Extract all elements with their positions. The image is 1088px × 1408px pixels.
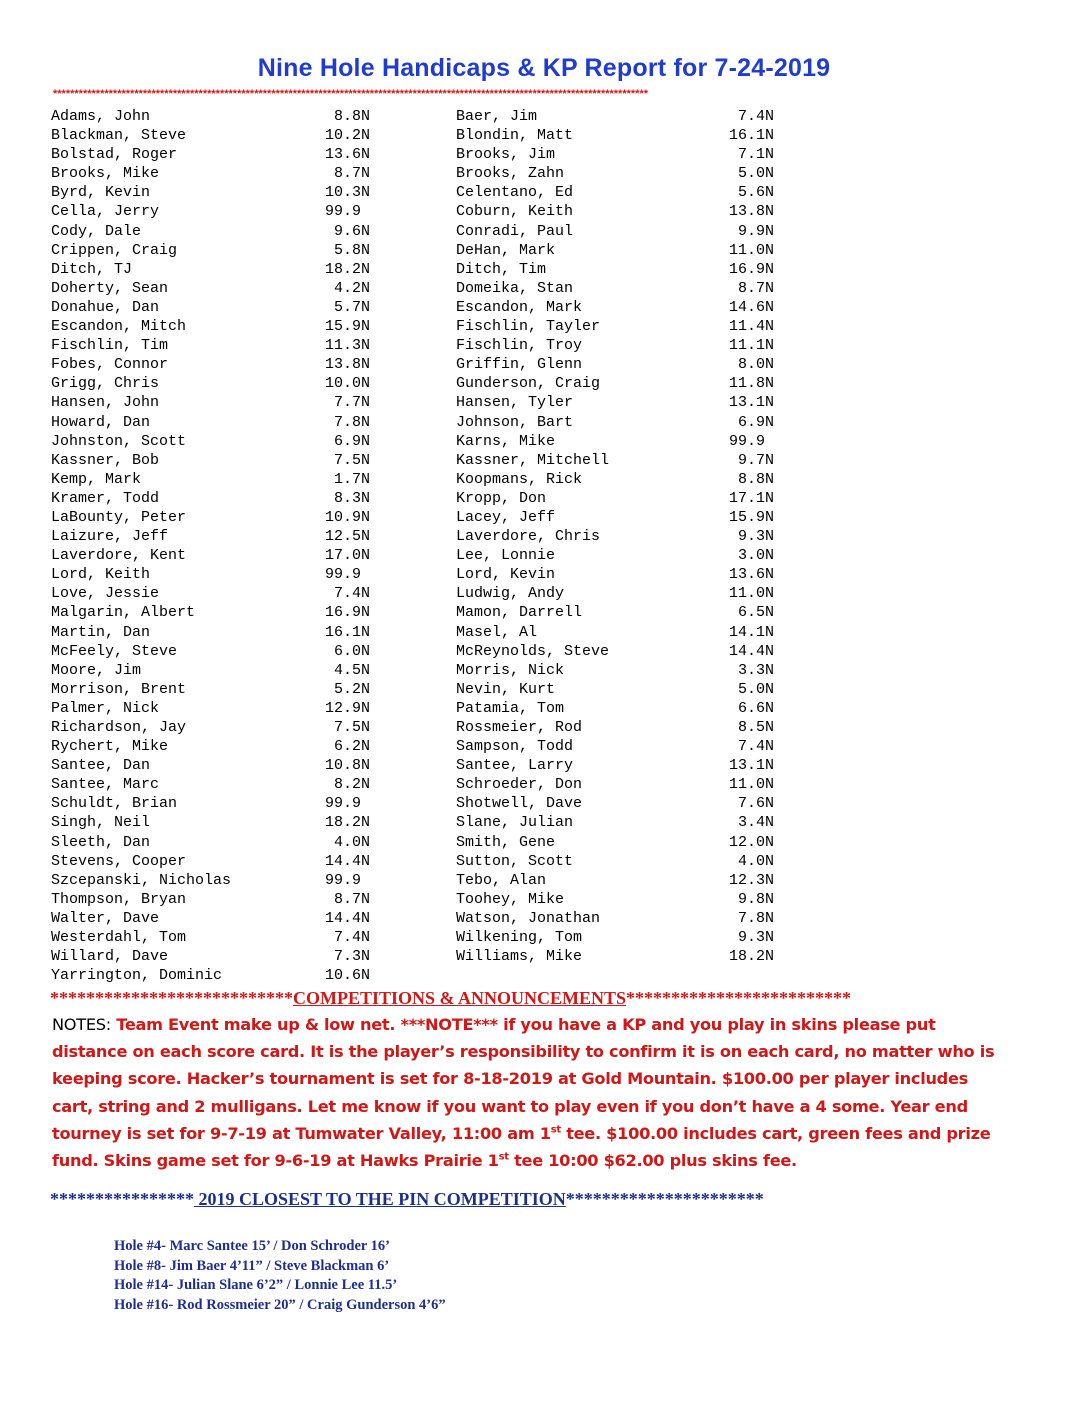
player-name: Laverdore, Chris	[456, 528, 601, 546]
player-handicap: 13.1N	[729, 757, 775, 775]
player-handicap: 17.0N	[325, 547, 371, 565]
player-handicap: 5.0N	[738, 680, 775, 698]
player-handicap: 7.4N	[738, 108, 775, 125]
player-handicap: 3.0N	[738, 547, 775, 565]
player-handicap: 13.8N	[325, 356, 371, 374]
player-name: Kassner, Mitchell	[456, 451, 610, 469]
player-handicap: 4.2N	[334, 279, 371, 297]
player-handicap: 16.9N	[325, 604, 371, 622]
player-name: Hansen, John	[51, 394, 160, 412]
player-name: Brooks, Jim	[456, 146, 556, 164]
player-name: Laverdore, Kent	[51, 547, 187, 565]
player-handicap: 6.9N	[738, 413, 775, 431]
player-handicap: 9.6N	[334, 222, 371, 240]
player-name: Santee, Marc	[51, 776, 160, 794]
player-handicap: 8.0N	[738, 356, 775, 374]
player-name: Malgarin, Albert	[51, 604, 196, 622]
player-handicap: 3.4N	[738, 814, 775, 832]
player-handicap: 16.1N	[729, 127, 775, 145]
player-name: Lord, Keith	[51, 566, 151, 584]
competitions-stars-left: ***************************	[50, 988, 293, 1008]
player-handicap: 1.7N	[334, 470, 371, 488]
player-name: Blondin, Matt	[456, 127, 574, 145]
player-name: Morrison, Brent	[51, 680, 187, 698]
player-handicap: 8.3N	[334, 489, 371, 507]
player-handicap: 99.9	[325, 795, 362, 813]
competitions-heading-text: COMPETITIONS & ANNOUNCEMENTS	[293, 988, 627, 1008]
player-handicap: 9.9N	[738, 222, 775, 240]
competitions-heading	[50, 988, 1010, 1009]
kp-heading-text: 2019 CLOSEST TO THE PIN COMPETITION	[194, 1189, 566, 1209]
player-name: Tebo, Alan	[456, 871, 547, 889]
notes-text-1: Team Event make up & low net. ***NOTE*** if you have a KP and you play in skins please put distance on each score card. It is the player’s responsibility to confirm it is on each card, no matter who is keeping score. Hacker’s tournament is set for 8-18-2019 at Gold Mountain. $100.00 per player includes cart, string and 2 mulligans. Let me know if you want to play even if you don’t have a 4 some. Year end tourney is set for 9-7-19 at Tumwater Valley, 11:00 am 1	[52, 1015, 995, 1143]
player-name: Ditch, Tim	[456, 260, 547, 278]
player-name: Love, Jessie	[51, 585, 160, 603]
player-name: Bolstad, Roger	[51, 146, 178, 164]
player-handicap: 16.9N	[729, 260, 775, 278]
player-name: Fischlin, Tayler	[456, 318, 601, 336]
player-handicap: 11.4N	[729, 318, 775, 336]
player-name: Fobes, Connor	[51, 356, 169, 374]
player-name: DeHan, Mark	[456, 241, 556, 259]
player-handicap: 8.7N	[334, 890, 371, 908]
player-name: Kassner, Bob	[51, 451, 160, 469]
player-handicap: 7.6N	[738, 795, 775, 813]
competitions-stars-right: *************************	[626, 988, 852, 1008]
kp-results-list	[114, 1237, 446, 1315]
player-handicap: 11.0N	[729, 241, 775, 259]
player-name: Gunderson, Craig	[456, 375, 601, 393]
kp-hole-14: Hole #14- Julian Slane 6’2” / Lonnie Lee 11.5’	[114, 1277, 398, 1293]
player-name: Johnston, Scott	[51, 432, 187, 450]
player-handicap: 99.9	[729, 432, 766, 450]
player-handicap: 5.7N	[334, 298, 371, 316]
player-handicap: 8.5N	[738, 719, 775, 736]
notes-text-3: tee 10:00 $62.00 plus skins fee.	[508, 1151, 797, 1171]
player-name: Westerdahl, Tom	[51, 929, 187, 947]
notes-sup-2: st	[498, 1151, 509, 1163]
player-handicap: 99.9	[325, 566, 362, 584]
player-handicap: 10.6N	[325, 967, 371, 985]
player-name: Smith, Gene	[456, 833, 556, 851]
player-name: Blackman, Steve	[51, 127, 187, 145]
player-handicap: 8.7N	[334, 165, 371, 183]
player-name: Williams, Mike	[456, 948, 583, 966]
player-handicap: 7.4N	[334, 929, 371, 947]
player-name: Nevin, Kurt	[456, 680, 556, 698]
player-name: Szcepanski, Nicholas	[51, 871, 232, 889]
player-handicap: 4.5N	[334, 661, 371, 679]
kp-stars-left: ****************	[50, 1189, 194, 1209]
player-name: Lee, Lonnie	[456, 547, 556, 565]
player-name: Schroeder, Don	[456, 776, 583, 794]
player-handicap: 6.9N	[334, 432, 371, 450]
player-handicap: 14.4N	[729, 642, 775, 660]
player-name: Kramer, Todd	[51, 489, 160, 507]
player-name: McReynolds, Steve	[456, 642, 610, 660]
player-name: Lacey, Jeff	[456, 508, 556, 526]
player-handicap: 10.0N	[325, 375, 371, 393]
player-name: Rossmeier, Rod	[456, 719, 583, 736]
player-name: Toohey, Mike	[456, 890, 565, 908]
player-name: Howard, Dan	[51, 413, 151, 431]
player-handicap: 7.5N	[334, 719, 371, 736]
player-name: Ditch, TJ	[51, 260, 133, 278]
notes-label: NOTES:	[52, 1015, 111, 1034]
player-name: Schuldt, Brian	[51, 795, 178, 813]
player-name: Fischlin, Tim	[51, 337, 169, 355]
player-handicap: 4.0N	[334, 833, 371, 851]
player-handicap: 14.6N	[729, 298, 775, 316]
player-name: Slane, Julian	[456, 814, 574, 832]
player-handicap: 8.8N	[738, 470, 775, 488]
player-handicap: 5.0N	[738, 165, 775, 183]
player-name: Escandon, Mitch	[51, 318, 187, 336]
player-handicap: 13.1N	[729, 394, 775, 412]
player-handicap: 12.5N	[325, 528, 371, 546]
player-handicap: 8.2N	[334, 776, 371, 794]
player-handicap: 10.3N	[325, 184, 371, 202]
player-name: Laizure, Jeff	[51, 528, 169, 546]
player-name: Hansen, Tyler	[456, 394, 574, 412]
player-name: Crippen, Craig	[51, 241, 178, 259]
player-handicap: 8.8N	[334, 108, 371, 125]
player-name: Sutton, Scott	[456, 852, 574, 870]
player-handicap: 5.2N	[334, 680, 371, 698]
player-name: McFeely, Steve	[51, 642, 178, 660]
player-handicap: 7.1N	[738, 146, 775, 164]
player-handicap: 6.5N	[738, 604, 775, 622]
player-handicap: 12.0N	[729, 833, 775, 851]
player-name: Rychert, Mike	[51, 738, 169, 756]
player-name: Santee, Dan	[51, 757, 151, 775]
player-name: Baer, Jim	[456, 108, 538, 125]
kp-stars-right: **********************	[565, 1189, 764, 1209]
player-name: Johnson, Bart	[456, 413, 574, 431]
player-name: Karns, Mike	[456, 432, 556, 450]
player-name: Santee, Larry	[456, 757, 574, 775]
player-handicap: 10.9N	[325, 508, 371, 526]
player-name: Ludwig, Andy	[456, 585, 565, 603]
player-name: Lord, Kevin	[456, 566, 556, 584]
player-handicap: 5.6N	[738, 184, 775, 202]
player-name: Moore, Jim	[51, 661, 142, 679]
player-handicap: 12.3N	[729, 871, 775, 889]
player-handicap: 5.8N	[334, 241, 371, 259]
player-name: Domeika, Stan	[456, 279, 574, 297]
player-handicap: 15.9N	[325, 318, 371, 336]
player-handicap: 12.9N	[325, 699, 371, 717]
player-name: Mamon, Darrell	[456, 604, 583, 622]
player-name: Thompson, Bryan	[51, 890, 187, 908]
player-handicap: 7.8N	[334, 413, 371, 431]
player-name: Palmer, Nick	[51, 699, 160, 717]
player-handicap: 4.0N	[738, 852, 775, 870]
player-name: Watson, Jonathan	[456, 909, 601, 927]
player-handicap: 14.4N	[325, 909, 371, 927]
player-handicap: 13.6N	[325, 146, 371, 164]
player-handicap: 18.2N	[729, 948, 775, 966]
player-handicap: 10.8N	[325, 757, 371, 775]
player-handicap: 7.4N	[738, 738, 775, 756]
player-name: Kemp, Mark	[51, 470, 142, 488]
kp-hole-4: Hole #4- Marc Santee 15’ / Don Schroder 16’	[114, 1238, 391, 1254]
player-name: Coburn, Keith	[456, 203, 574, 221]
player-name: Wilkening, Tom	[456, 929, 583, 947]
kp-hole-16: Hole #16- Rod Rossmeier 20” / Craig Gunderson 4’6”	[114, 1296, 446, 1313]
player-name: LaBounty, Peter	[51, 508, 187, 526]
player-name: Walter, Dave	[51, 909, 160, 927]
player-handicap: 3.3N	[738, 661, 775, 679]
player-handicap: 7.3N	[334, 948, 371, 966]
player-name: Cella, Jerry	[51, 203, 160, 221]
player-handicap: 6.0N	[334, 642, 371, 660]
player-name: Shotwell, Dave	[456, 795, 583, 813]
player-handicap: 7.8N	[738, 909, 775, 927]
player-name: Singh, Neil	[51, 814, 151, 832]
player-handicap: 99.9	[325, 203, 362, 221]
player-handicap: 7.4N	[334, 585, 371, 603]
player-handicap: 11.8N	[729, 375, 775, 393]
player-handicap: 9.7N	[738, 451, 775, 469]
report-title: Nine Hole Handicaps & KP Report for 7-24-2019	[257, 54, 831, 82]
player-handicap: 99.9	[325, 871, 362, 889]
player-name: Griffin, Glenn	[456, 356, 583, 374]
player-handicap: 13.8N	[729, 203, 775, 221]
player-name: Masel, Al	[456, 623, 538, 641]
player-name: Sleeth, Dan	[51, 833, 151, 851]
player-name: Celentano, Ed	[456, 184, 574, 202]
player-name: Fischlin, Troy	[456, 337, 583, 355]
player-handicap: 10.2N	[325, 127, 371, 145]
player-name: Byrd, Kevin	[51, 184, 151, 202]
player-name: Stevens, Cooper	[51, 852, 187, 870]
player-name: Koopmans, Rick	[456, 470, 583, 488]
player-handicap: 9.8N	[738, 890, 775, 908]
player-handicap: 16.1N	[325, 623, 371, 641]
player-handicap: 6.6N	[738, 699, 775, 717]
player-name: Martin, Dan	[51, 623, 151, 641]
player-handicap: 11.1N	[729, 337, 775, 355]
player-handicap: 18.2N	[325, 260, 371, 278]
player-name: Grigg, Chris	[51, 375, 160, 393]
player-name: Richardson, Jay	[51, 719, 187, 736]
player-handicap: 11.3N	[325, 337, 371, 355]
player-name: Sampson, Todd	[456, 738, 574, 756]
player-name: Brooks, Zahn	[456, 165, 565, 183]
player-handicap: 14.1N	[729, 623, 775, 641]
player-name: Donahue, Dan	[51, 298, 160, 316]
notes-text-2: tee. $100.00 includes cart, green fees and prize fund. Skins game set for 9-6-19 at Hawks Prairie 1	[52, 1123, 991, 1171]
player-handicap: 15.9N	[729, 508, 775, 526]
player-handicap: 8.7N	[738, 279, 775, 297]
player-handicap: 6.2N	[334, 738, 371, 756]
player-handicap: 7.7N	[334, 394, 371, 412]
player-name: Cody, Dale	[51, 222, 142, 240]
player-name: Patamia, Tom	[456, 699, 565, 717]
player-name: Conradi, Paul	[456, 222, 574, 240]
player-name: Adams, John	[51, 108, 151, 125]
kp-hole-8: Hole #8- Jim Baer 4’11” / Steve Blackman 6’	[114, 1257, 390, 1274]
player-name: Doherty, Sean	[51, 279, 169, 297]
player-handicap: 18.2N	[325, 814, 371, 832]
notes-paragraph	[52, 1011, 1012, 1174]
kp-heading	[50, 1189, 764, 1210]
player-name: Kropp, Don	[456, 489, 547, 507]
player-handicap: 14.4N	[325, 852, 371, 870]
player-handicap: 11.0N	[729, 776, 775, 794]
player-name: Escandon, Mark	[456, 298, 583, 316]
player-name: Brooks, Mike	[51, 165, 160, 183]
player-handicap: 7.5N	[334, 451, 371, 469]
player-handicap: 13.6N	[729, 566, 775, 584]
notes-sup-1: st	[550, 1124, 561, 1136]
player-handicap: 17.1N	[729, 489, 775, 507]
player-handicap: 9.3N	[738, 528, 775, 546]
player-name: Morris, Nick	[456, 661, 565, 679]
player-name: Willard, Dave	[51, 948, 169, 966]
player-name: Yarrington, Dominic	[51, 967, 223, 985]
player-handicap: 9.3N	[738, 929, 775, 947]
title-divider: *******************************************************************************************************************************************	[53, 88, 649, 100]
player-handicap: 11.0N	[729, 585, 775, 603]
